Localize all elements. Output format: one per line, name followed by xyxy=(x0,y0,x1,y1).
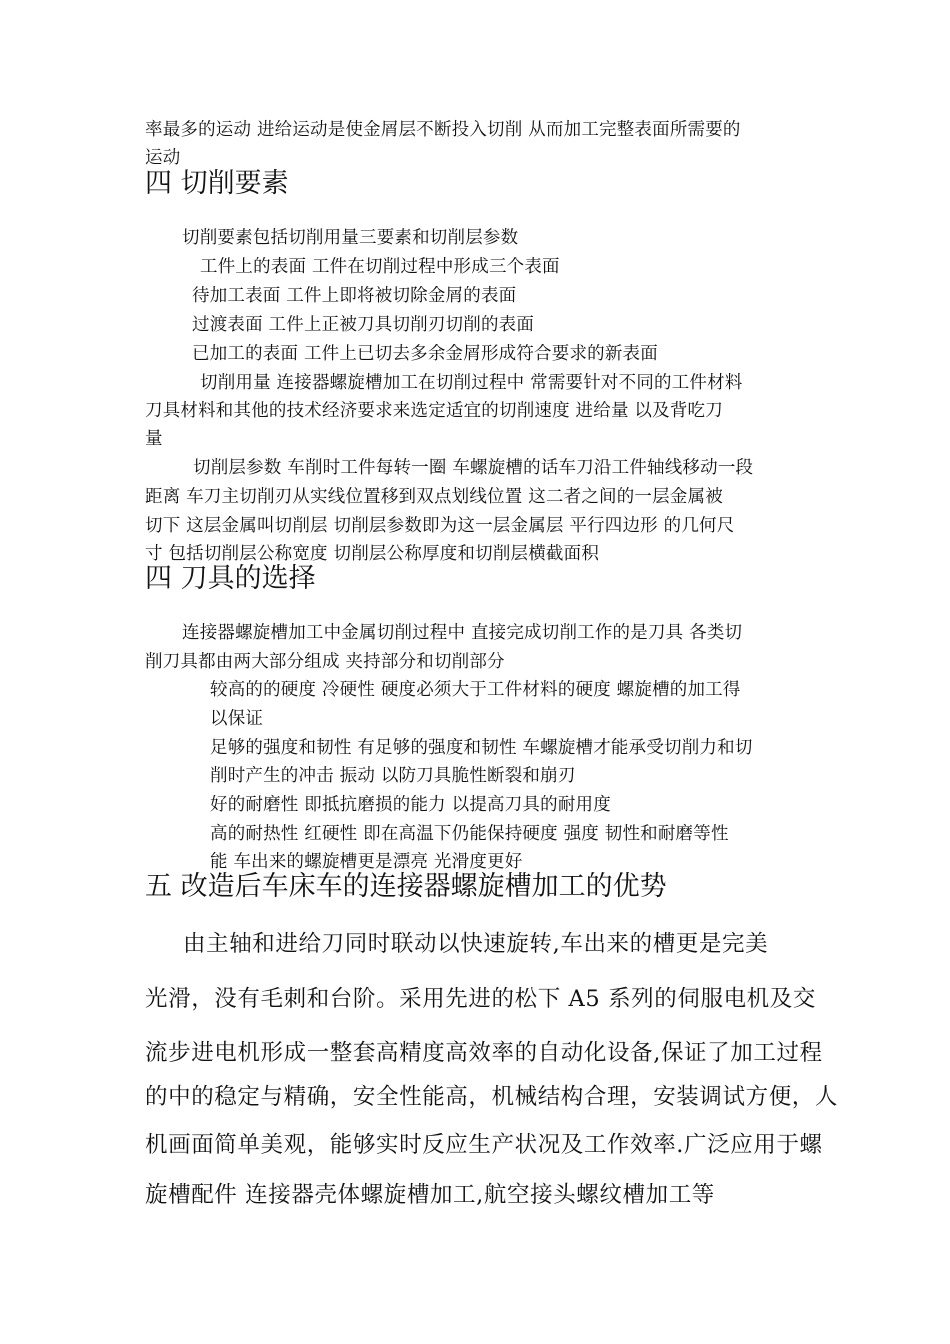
paragraph-line: 光滑，没有毛刺和台阶。采用先进的松下 A5 系列的伺服电机及交 xyxy=(145,986,816,1012)
paragraph-line: 连接器螺旋槽加工中金属切削过程中 直接完成切削工作的是刀具 各类切 xyxy=(182,623,743,643)
paragraph-line: 旋槽配件 连接器壳体螺旋槽加工,航空接头螺纹槽加工等 xyxy=(145,1182,715,1208)
list-line: 足够的强度和韧性 有足够的强度和韧性 车螺旋槽才能承受切削力和切 xyxy=(210,738,753,758)
intro-line: 率最多的运动 进给运动是使金屑层不断投入切削 从而加工完整表面所需要的 xyxy=(145,120,741,140)
paragraph-line: 流步进电机形成一整套高精度高效率的自动化设备,保证了加工过程 xyxy=(145,1040,823,1066)
paragraph-line: 的中的稳定与精确，安全性能高，机械结构合理，安装调试方便，人 xyxy=(145,1084,839,1110)
section-heading-advantages: 五 改造后车床车的连接器螺旋槽加工的优势 xyxy=(145,871,667,902)
paragraph-line: 寸 包括切削层公称宽度 切削层公称厚度和切削层横截面积 xyxy=(145,544,600,564)
list-line: 高的耐热性 红硬性 即在高温下仍能保持硬度 强度 韧性和耐磨等性 xyxy=(210,824,729,844)
paragraph-line: 量 xyxy=(145,429,163,449)
section-heading-tool-selection: 四 刀具的选择 xyxy=(145,563,316,594)
paragraph-line: 待加工表面 工件上即将被切除金屑的表面 xyxy=(192,286,517,306)
list-line: 较高的的硬度 冷硬性 硬度必须大于工件材料的硬度 螺旋槽的加工得 xyxy=(210,680,741,700)
list-line: 好的耐磨性 即抵抗磨损的能力 以提高刀具的耐用度 xyxy=(210,795,611,815)
intro-line: 运动 xyxy=(145,148,181,168)
list-line: 能 车出来的螺旋槽更是漂亮 光滑度更好 xyxy=(210,852,523,872)
paragraph-line: 距离 车刀主切削刃从实线位置移到双点划线位置 这二者之间的一层金属被 xyxy=(145,487,723,507)
section-heading-cutting-elements: 四 切削要素 xyxy=(145,168,289,199)
paragraph-line: 工件上的表面 工件在切削过程中形成三个表面 xyxy=(200,257,560,277)
paragraph-line: 切削用量 连接器螺旋槽加工在切削过程中 常需要针对不同的工件材料 xyxy=(200,373,743,393)
paragraph-line: 过渡表面 工件上正被刀具切削刃切削的表面 xyxy=(192,315,535,335)
paragraph-line: 由主轴和进给刀同时联动以快速旋转,车出来的槽更是完美 xyxy=(183,931,769,957)
paragraph-line: 切下 这层金属叫切削层 切削层参数即为这一层金属层 平行四边形 的几何尺 xyxy=(145,516,735,536)
paragraph-line: 切削要素包括切削用量三要素和切削层参数 xyxy=(182,228,519,248)
paragraph-line: 机画面简单美观，能够实时反应生产状况及工作效率.广泛应用于螺 xyxy=(145,1132,823,1158)
paragraph-line: 刀具材料和其他的技术经济要求来选定适宜的切削速度 进给量 以及背吃刀 xyxy=(145,401,723,421)
list-line: 削时产生的冲击 振动 以防刀具脆性断裂和崩刃 xyxy=(210,766,576,786)
paragraph-line: 切削层参数 车削时工件每转一圈 车螺旋槽的话车刀沿工件轴线移动一段 xyxy=(193,458,754,478)
paragraph-line: 削刀具都由两大部分组成 夹持部分和切削部分 xyxy=(145,652,505,672)
list-line: 以保证 xyxy=(210,709,264,729)
paragraph-line: 已加工的表面 工件上已切去多余金屑形成符合要求的新表面 xyxy=(192,344,658,364)
